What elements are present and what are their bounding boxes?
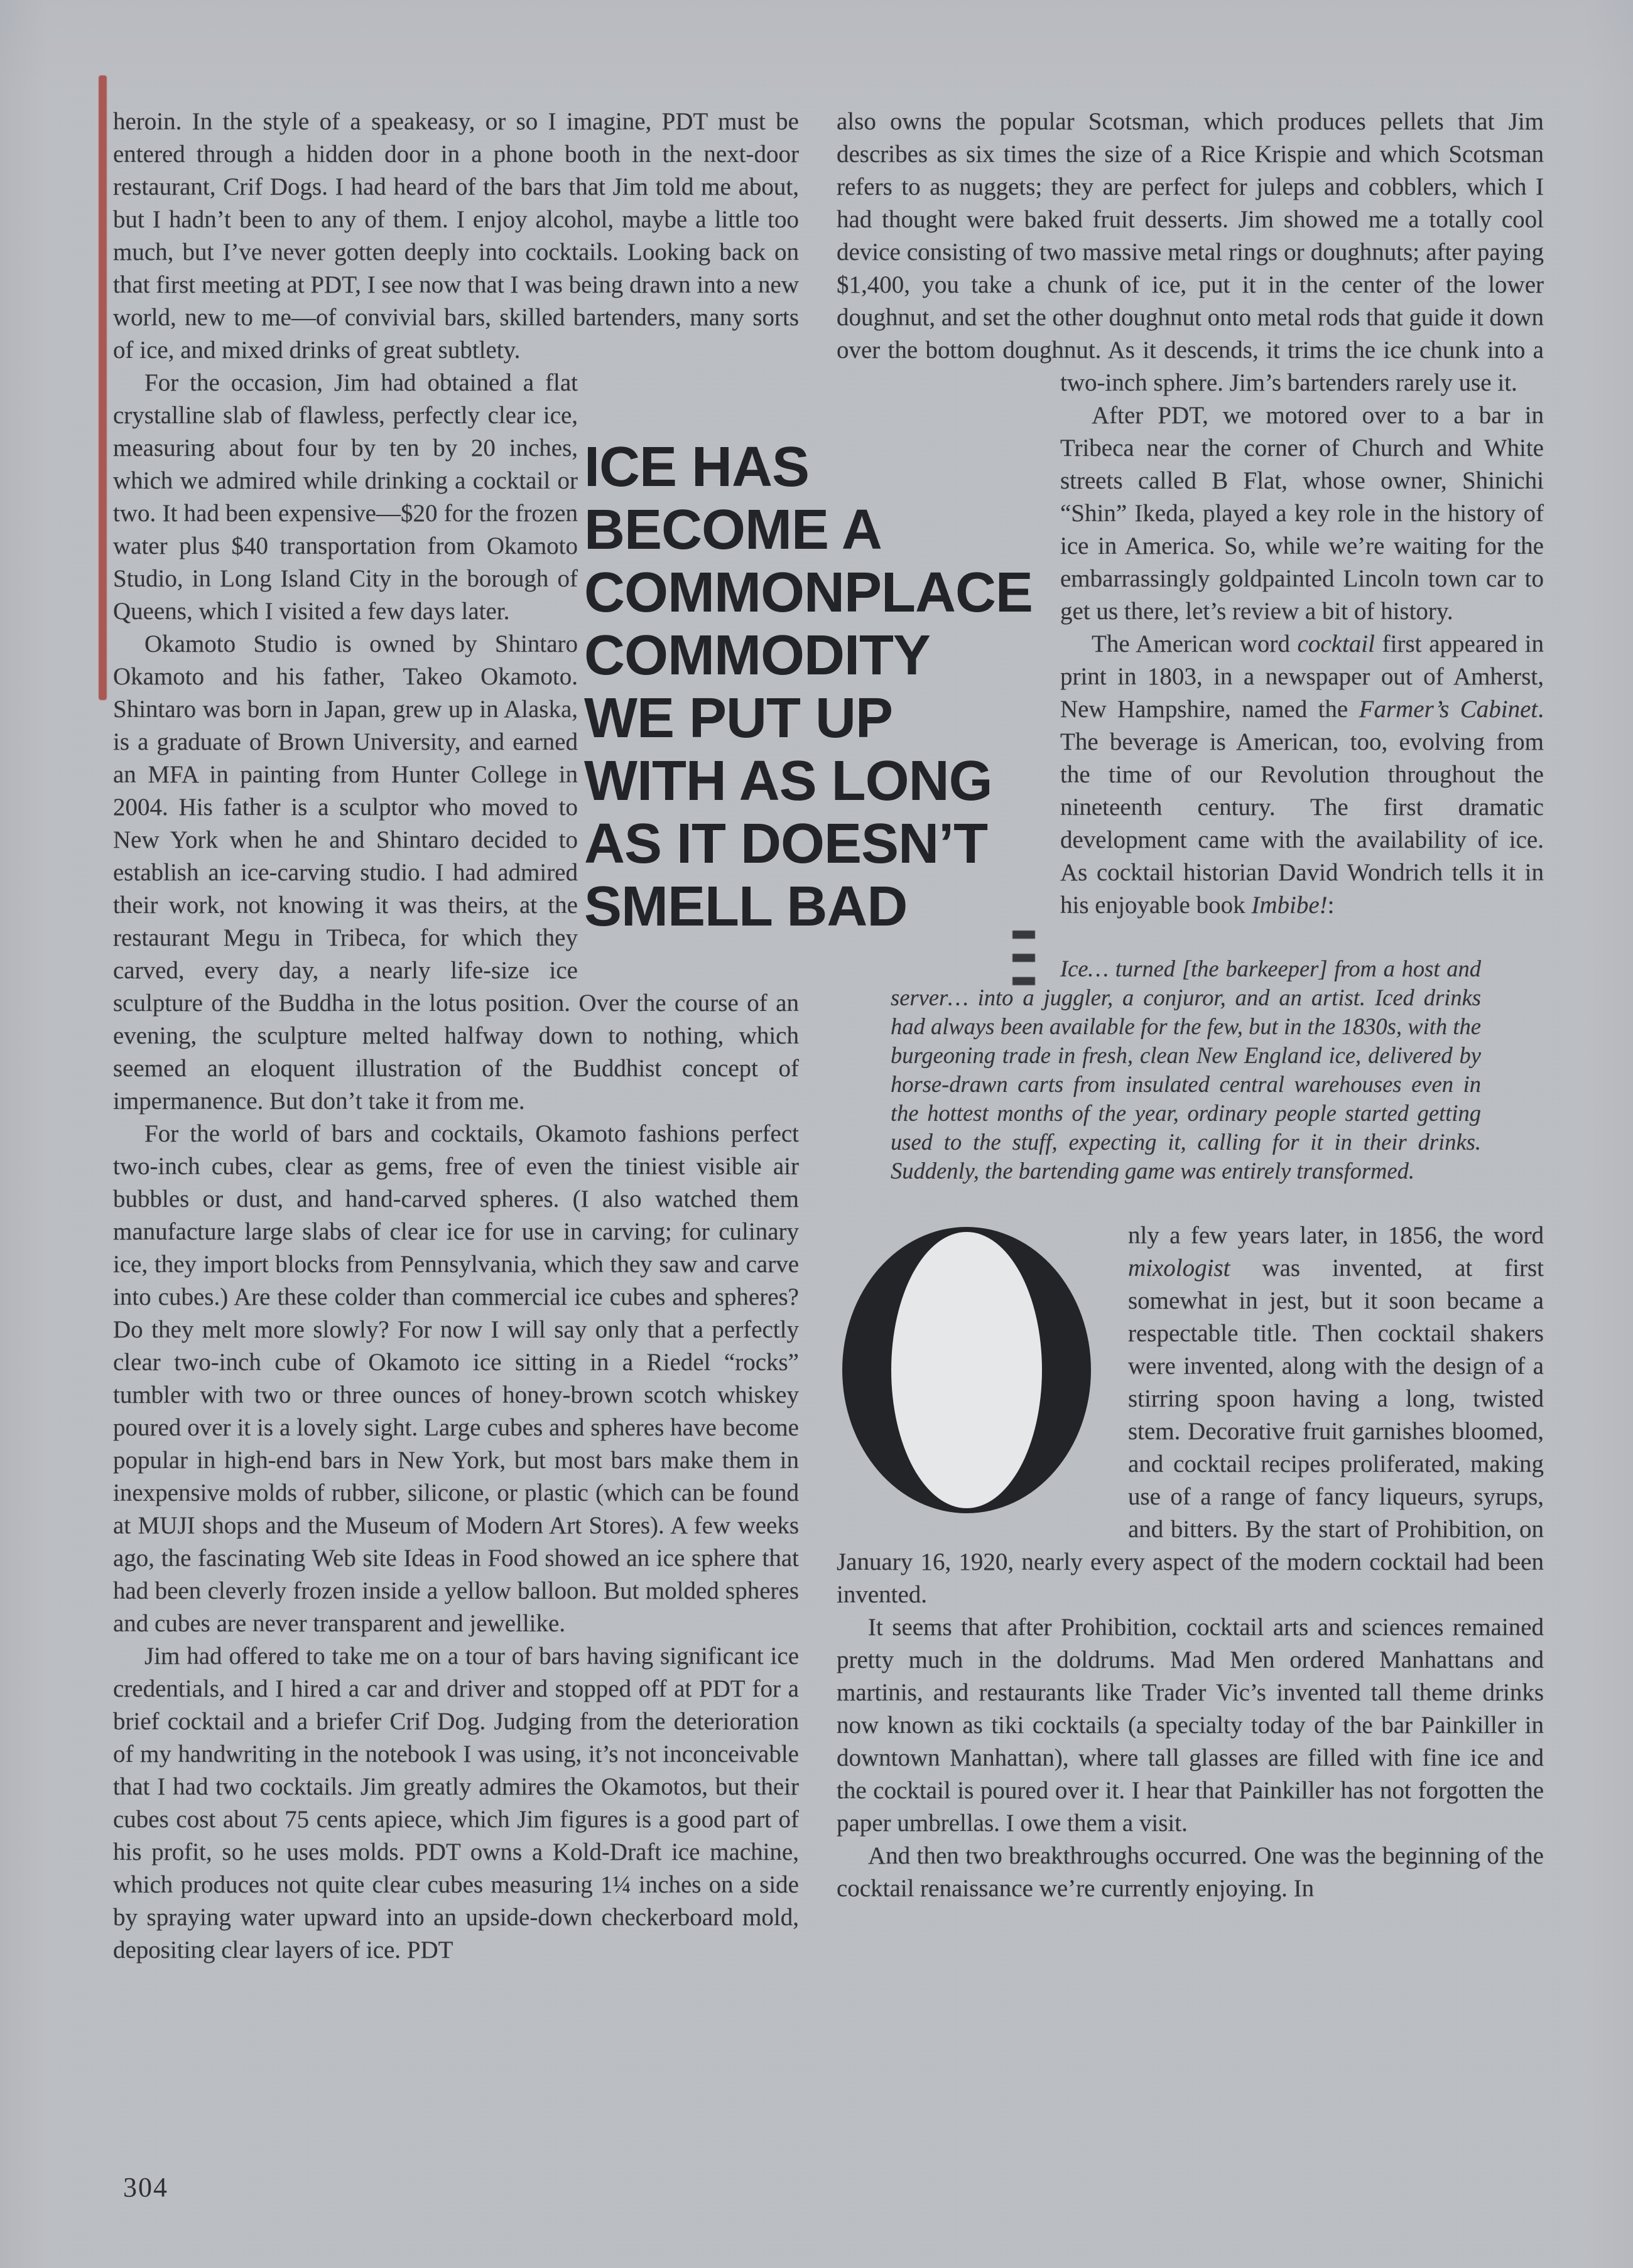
pull-quote-line: WE PUT UP (584, 687, 893, 750)
body-paragraph: And then two breakthroughs occurred. One was the beginning of the cocktail renaissance we’re currently enjoying. In (837, 1842, 1544, 1902)
body-paragraph: Jim had offered to take me on a tour of bars having significant ice credentials, and I hired a car and driver and stopped off at PDT for a brief cocktail and a briefer Crif Dog. Judging from the deterioration of my handwriting in the notebook I was using, it’s not inconceivable that I had two cocktails. Jim greatly admires the Okamotos, but their cubes cost about 75 cents apiece, which Jim figures is a good part of his profit, so he uses molds. PDT owns a Kold-Draft ice machine, which produces not quite clear cubes measuring 1¼ inches on a side by spraying water upward into an upside-down checkerboard mold, depositing clear layers of ice. PDT (113, 1643, 799, 1963)
pull-quote-line: COMMODITY (584, 624, 930, 687)
body-paragraph: For the occasion, Jim had obtained a flat crystalline slab of flawless, perfectly clear ice, measuring about four by ten by 20 inches, which we admired while drinking a cocktail or two. It had been expensive—$20 for the frozen water plus $40 transportation from Okamoto Studio, in Long Island City in the borough of Queens, which I visited a few days later. (113, 367, 799, 628)
scan-artifact-red-edge (99, 75, 107, 700)
dropcap-paragraph: nly a few years later, in 1856, the word mixologist was invented, at first somewhat in jest, but it soon became a respectable title. Then cocktail shakers were invented, along with the design of a stirring spoon having a long, twisted stem. Decorative fruit garnishes bloomed, and cocktail recipes proliferated, making use of a range of fancy liqueurs, syrups, and bitters. By the start of Prohibition, on January 16, 1920, nearly every aspect of the modern cocktail had been invented. (837, 1222, 1544, 1608)
pull-quote-line: COMMONPLACE (584, 561, 1033, 624)
body-paragraph: It seems that after Prohibition, cocktail arts and sciences remained pretty much in the doldrums. Mad Men ordered Manhattans and martinis, and restaurants like Trader Vic’s invented tall theme drinks now known as tiki cocktails (a specialty today of the bar Painkiller in downtown Manhattan), where tall glasses are filled with fine ice and the cocktail is poured over it. I hear that Painkiller has not forgotten the paper umbrellas. I owe them a visit. (837, 1614, 1544, 1837)
body-paragraph: also owns the popular Scotsman, which produces pellets that Jim describes as six times the size of a Rice Krispie and which Scotsman refers to as nuggets; they are perfect for juleps and cobblers, which I had thought were baked fruit desserts. Jim showed me a totally cool device consisting of two massive metal rings or doughnuts; after paying $1,400, you take a chunk of ice, put it in the center of the lower doughnut, and set the other doughnut onto metal rods that guide it down over the bottom doughnut. As it descends, it trims the ice chunk into a two-inch sphere. Jim’s bartenders rarely use it. (837, 105, 1544, 399)
pull-quote-line: BECOME A (584, 499, 882, 561)
body-paragraph: Okamoto Studio is owned by Shintaro Okamoto and his father, Takeo Okamoto. Shintaro was born in Japan, grew up in Alaska, is a graduate of Brown University, and earned an MFA in painting from Hunter College in 2004. His father is a sculptor who moved to New York when he and Shintaro decided to establish an ice-carving studio. I had admired their work, not knowing it was theirs, at the restaurant Megu in Tribeca, for which they carved, every day, a nearly life-size ice sculpture of the Buddha in the lotus position. Over the course of an evening, the sculpture melted halfway down to nothing, which seemed an eloquent illustration of the Buddhist concept of impermanence. But don’t take it from me. (113, 630, 799, 1115)
pull-quote-line: ICE HAS (584, 436, 810, 499)
body-paragraph: After PDT, we motored over to a bar in Tribeca near the corner of Church and White streets called B Flat, whose owner, Shinichi “Shin” Ikeda, played a key role in the history of ice in America. So, while we’re waiting for the embarrassingly goldpainted Lincoln town car to get us there, let’s review a bit of history. (1060, 402, 1544, 625)
pull-quote-line: AS IT DOESN’T (584, 813, 988, 875)
body-paragraph: The American word cocktail first appeared in print in 1803, in a newspaper out of Amherst, New Hampshire, named the Farmer’s Cabinet. The beverage is American, too, evolving from the time of our Revolution throughout the nineteenth century. The first dramatic development came with the availability of ice. As cocktail historian David Wondrich tells it in his enjoyable book Imbibe!: (1060, 630, 1544, 919)
right-column (837, 105, 1544, 1905)
left-column (113, 105, 799, 1967)
pull-quote-line: SMELL BAD (584, 875, 908, 938)
pull-quote-line: WITH AS LONG (584, 750, 992, 813)
page-number: 304 (123, 2172, 168, 2203)
drop-cap-letter-icon (840, 1226, 1093, 1515)
pull-quote (584, 436, 1049, 938)
body-paragraph: For the world of bars and cocktails, Okamoto fashions perfect two-inch cubes, clear as gems, free of even the tiniest visible air bubbles or dust, and hand-carved spheres. (I also watched them manufacture large slabs of clear ice for use in carving; for culinary ice, they import blocks from Pennsylvania, which they saw and carve into cubes.) Are these colder than commercial ice cubes and spheres? Do they melt more slowly? For now I will say only that a perfectly clear two-inch cube of Okamoto ice sitting in a Riedel “rocks” tumbler with two or three ounces of honey-brown scotch whiskey poured over it is a lovely sight. Large cubes and spheres have become popular in high-end bars in New York, but most bars make them in inexpensive molds of rubber, silicone, or plastic (which can be found at MUJI shops and the Museum of Modern Art Stores). A few weeks ago, the fascinating Web site Ideas in Food showed an ice sphere that had been cleverly frozen inside a yellow balloon. But molded spheres and cubes are never transparent and jewellike. (113, 1120, 799, 1637)
block-quote: Ice… turned [the barkeeper] from a host and server… into a juggler, a conjuror, and an artist. Iced drinks had always been available for the few, but in the 1830s, with the burgeoning trade in fresh, clean New England ice, delivered by horse-drawn carts from insulated central warehouses even in the hottest months of the year, ordinary people started getting used to the stuff, expecting it, calling for it in their drinks. Suddenly, the bartending game was entirely transformed. (891, 956, 1481, 1184)
body-paragraph: heroin. In the style of a speakeasy, or so I imagine, PDT must be entered through a hidden door in a phone booth in the next-door restaurant, Crif Dogs. I had heard of the bars that Jim told me about, but I hadn’t been to any of them. I enjoy alcohol, maybe a little too much, but I’ve never gotten deeply into cocktails. Looking back on that first meeting at PDT, I see now that I was being drawn into a new world, new to me—of convivial bars, skilled bartenders, many sorts of ice, and mixed drinks of great subtlety. (113, 108, 799, 364)
